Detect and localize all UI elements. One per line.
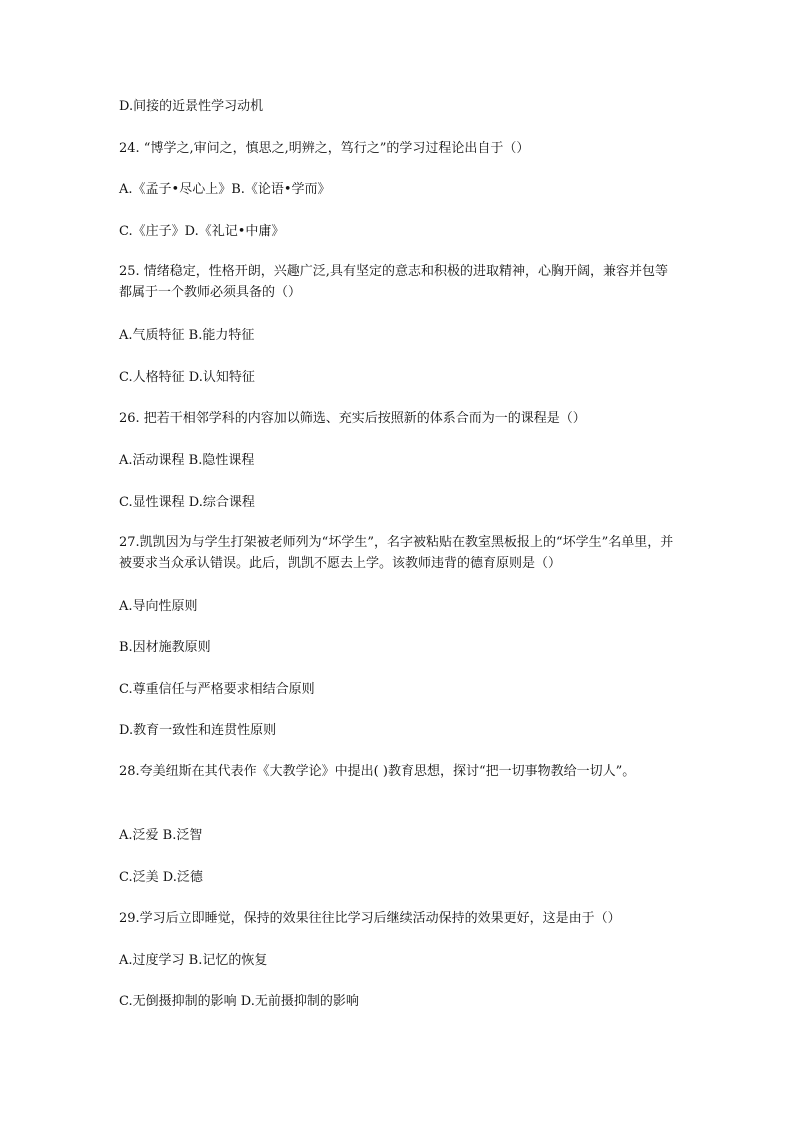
q26-options-ab: A.活动课程 B.隐性课程 bbox=[119, 453, 255, 468]
q27-option-c: C.尊重信任与严格要求相结合原则 bbox=[119, 682, 315, 697]
q29-options-cd: C.无倒摄抑制的影响 D.无前摄抑制的影响 bbox=[119, 994, 359, 1009]
q27-option-a: A.导向性原则 bbox=[119, 599, 198, 614]
q24-options-cd: C.《庄子》D.《礼记•中庸》 bbox=[119, 224, 285, 239]
question-29: 29.学习后立即睡觉，保持的效果往往比学习后继续活动保持的效果更好，这是由于（） bbox=[119, 911, 621, 926]
question-24: 24. “博学之,审问之，慎思之,明辨之，笃行之”的学习过程论出自于（） bbox=[119, 141, 530, 156]
q26-options-cd: C.显性课程 D.综合课程 bbox=[119, 495, 255, 510]
question-26: 26. 把若干相邻学科的内容加以筛选、充实后按照新的体系合而为一的课程是（） bbox=[119, 411, 586, 426]
q25-options-ab: A.气质特征 B.能力特征 bbox=[119, 328, 255, 343]
q23-option-d: D.间接的近景性学习动机 bbox=[119, 99, 264, 114]
q25-options-cd: C.人格特征 D.认知特征 bbox=[119, 370, 255, 385]
question-25: 25. 情绪稳定，性格开朗，兴趣广泛,具有坚定的意志和积极的进取精神，心胸开阔，兼容并包等都属于一个教师必须具备的（） bbox=[119, 264, 668, 300]
q29-options-ab: A.过度学习 B.记忆的恢复 bbox=[119, 953, 268, 968]
q28-options-ab: A.泛爱 B.泛智 bbox=[119, 828, 203, 843]
q28-options-cd: C.泛美 D.泛德 bbox=[119, 870, 203, 885]
question-28: 28.夸美纽斯在其代表作《大教学论》中提出( )教育思想，探讨“把一切事物教给一切人”。 bbox=[119, 764, 636, 779]
q27-option-d: D.教育一致性和连贯性原则 bbox=[119, 723, 277, 738]
q27-option-b: B.因材施教原则 bbox=[119, 640, 211, 655]
question-27: 27.凯凯因为与学生打架被老师列为“坏学生”，名字被粘贴在教室黑板报上的“坏学生”名单里，并被要求当众承认错误。此后，凯凯不愿去上学。该教师违背的德育原则是（） bbox=[119, 535, 674, 571]
q24-options-ab: A.《孟子•尽心上》B.《论语•学而》 bbox=[119, 182, 331, 197]
